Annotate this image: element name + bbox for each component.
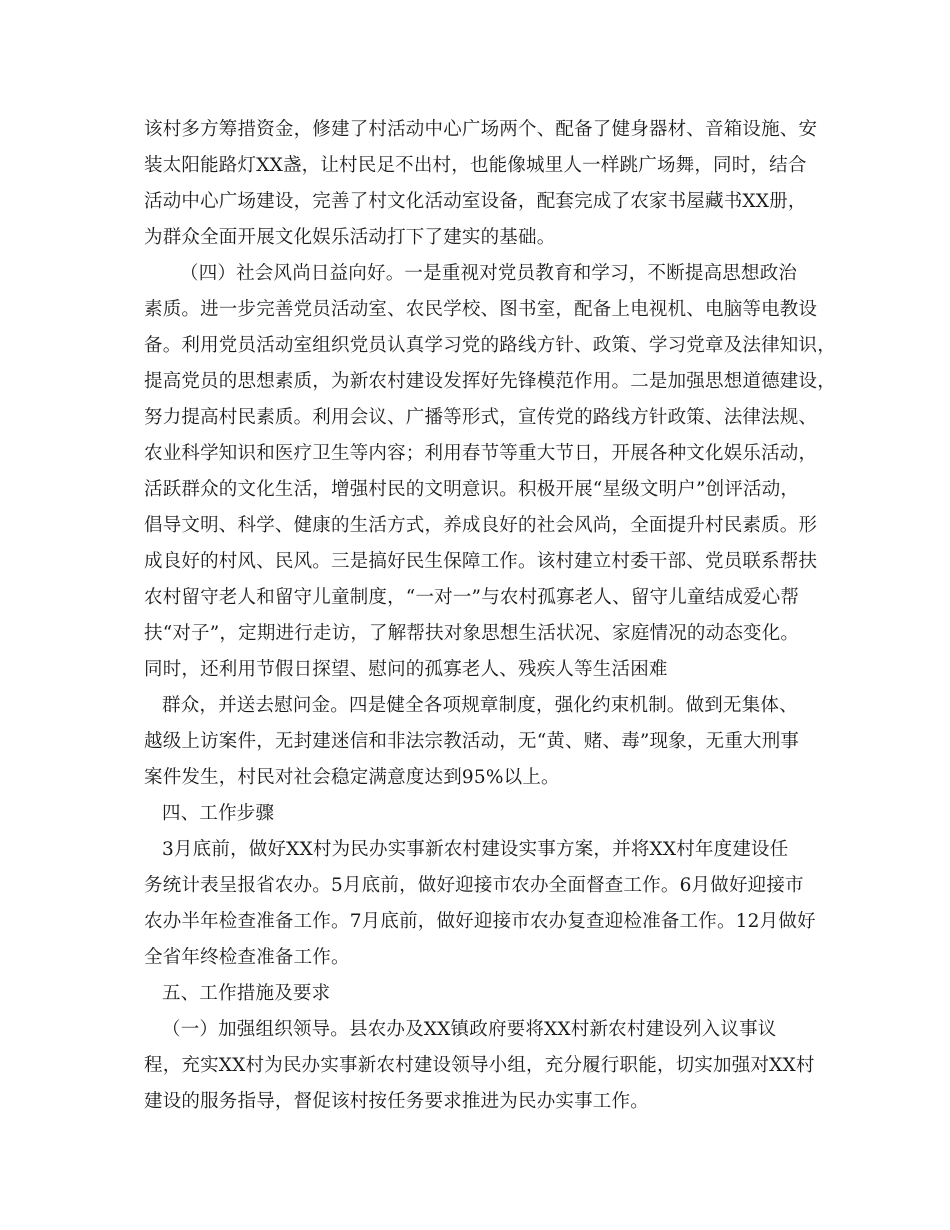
paragraph-2-line-7: 活跃群众的文化生活，增强村民的文明意识。积极开展“星级文明户”创评活动，	[144, 479, 800, 500]
paragraph-2-line-11: 扶“对子”，定期进行走访，了解帮扶对象思想生活状况、家庭情况的动态变化。	[144, 623, 800, 644]
section-heading-4: 四、工作步骤	[162, 803, 275, 824]
paragraph-2-line-8: 倡导文明、科学、健康的生活方式，养成良好的社会风尚，全面提升村民素质。形	[144, 515, 818, 536]
paragraph-2-line-2: 素质。进一步完善党员活动室、农民学校、图书室，配备上电视机、电脑等电教设	[144, 299, 818, 320]
paragraph-2-line-3: 备。利用党员活动室组织党员认真学习党的路线方针、政策、学习党章及法律知识，	[144, 335, 836, 356]
paragraph-1-line-1: 该村多方筹措资金，修建了村活动中心广场两个、配备了健身器材、音箱设施、安	[144, 119, 818, 140]
paragraph-5-line-3: 建设的服务指导，督促该村按任务要求推进为民办实事工作。	[144, 1091, 649, 1112]
paragraph-2-line-12: 同时，还利用节假日探望、慰问的孤寡老人、残疾人等生活困难	[144, 659, 668, 680]
paragraph-1-line-4: 为群众全面开展文化娱乐活动打下了建实的基础。	[144, 227, 556, 248]
paragraph-3-line-1: 群众，并送去慰问金。四是健全各项规章制度，强化约束机制。做到无集体、	[162, 695, 798, 716]
paragraph-4-line-1: 3月底前，做好XX村为民办实事新农村建设实事方案，并将XX村年度建设任	[162, 839, 789, 860]
paragraph-4-line-4: 全省年终检查准备工作。	[144, 947, 350, 968]
paragraph-1-line-2: 装太阳能路灯XX盏，让村民足不出村，也能像城里人一样跳广场舞，同时，结合	[144, 155, 807, 176]
paragraph-2-line-9: 成良好的村风、民风。三是搞好民生保障工作。该村建立村委干部、党员联系帮扶	[144, 551, 818, 572]
paragraph-2-line-10: 农村留守老人和留守儿童制度，“一对一”与农村孤寡老人、留守儿童结成爱心帮	[144, 587, 800, 608]
paragraph-2-line-6: 农业科学知识和医疗卫生等内容；利用春节等重大节日，开展各种文化娱乐活动，	[144, 443, 818, 464]
paragraph-4-line-2: 务统计表呈报省农办。5月底前，做好迎接市农办全面督查工作。6月做好迎接市	[144, 875, 804, 896]
paragraph-2-line-4: 提高党员的思想素质，为新农村建设发挥好先锋模范作用。二是加强思想道德建设，	[144, 371, 836, 392]
paragraph-4-line-3: 农办半年检查准备工作。7月底前，做好迎接市农办复查迎检准备工作。12月做好	[144, 911, 816, 932]
paragraph-2-line-1: （四）社会风尚日益向好。一是重视对党员教育和学习，不断提高思想政治	[180, 263, 798, 284]
paragraph-2-line-5: 努力提高村民素质。利用会议、广播等形式，宣传党的路线方针政策、法律法规、	[144, 407, 818, 428]
section-heading-5: 五、工作措施及要求	[162, 983, 331, 1004]
paragraph-3-line-2: 越级上访案件，无封建迷信和非法宗教活动，无“黄、赌、毒”现象，无重大刑事	[144, 731, 800, 752]
paragraph-3-line-3: 案件发生，村民对社会稳定满意度达到95%以上。	[144, 767, 560, 788]
paragraph-5-line-2: 程，充实XX村为民办实事新农村建设领导小组，充分履行职能，切实加强对XX村	[144, 1055, 815, 1076]
paragraph-5-line-1: （一）加强组织领导。县农办及XX镇政府要将XX村新农村建设列入议事议	[162, 1019, 777, 1040]
paragraph-1-line-3: 活动中心广场建设，完善了村文化活动室设备，配套完成了农家书屋藏书XX册，	[144, 191, 807, 212]
